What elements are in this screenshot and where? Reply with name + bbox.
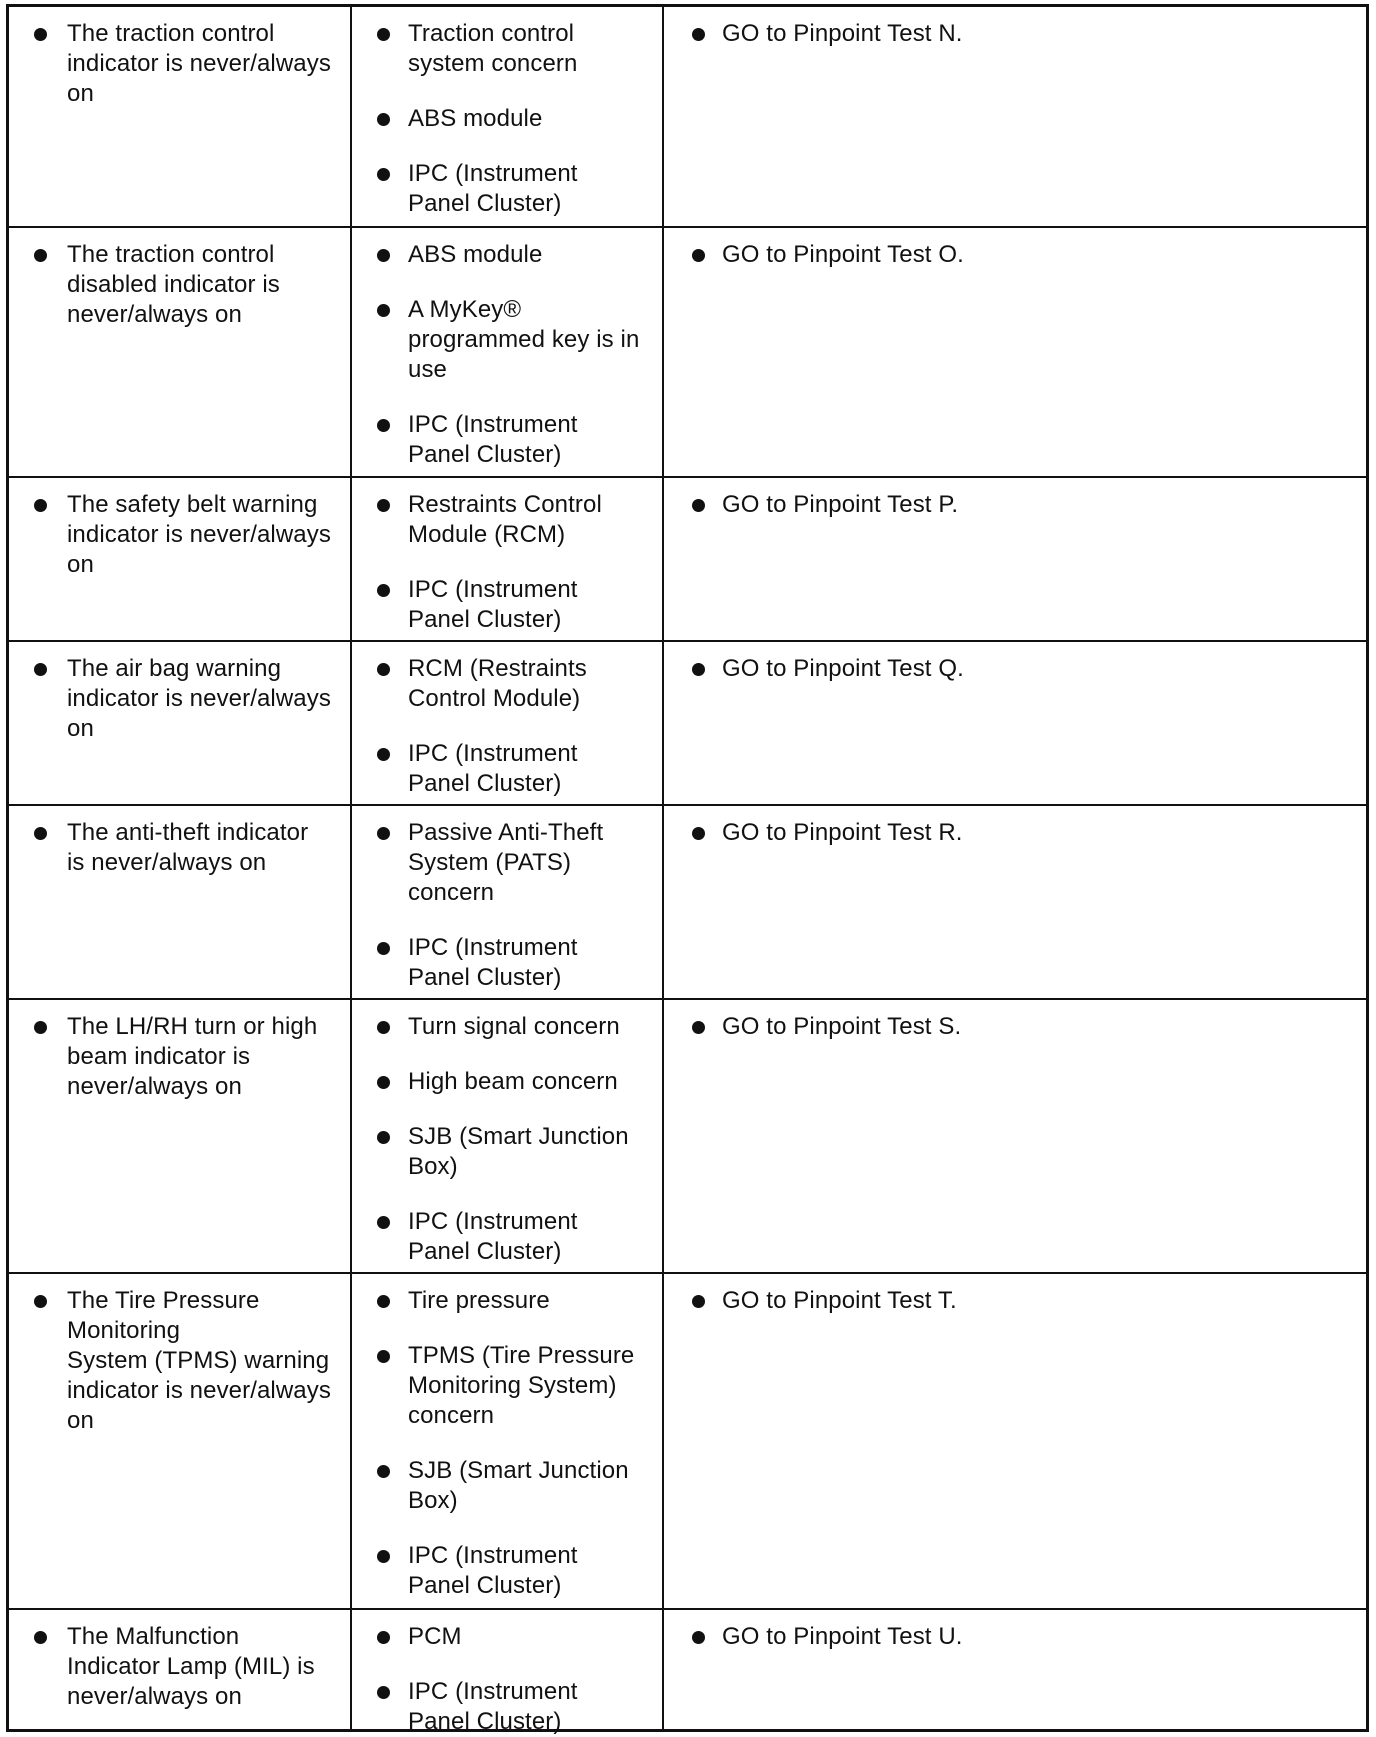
- possible-source-item: [352, 240, 662, 270]
- bullet-icon: [377, 1295, 390, 1308]
- table-row: [9, 804, 1366, 998]
- bullet-icon: [377, 1465, 390, 1478]
- symptom-item: [9, 240, 350, 330]
- bullet-icon: [34, 827, 47, 840]
- symptom-item: [9, 1622, 350, 1712]
- symptom-item: [9, 1286, 350, 1436]
- action-cell: [662, 1274, 1366, 1608]
- possible-source-item-text: IPC (Instrument Panel Cluster): [408, 740, 578, 797]
- action-cell: [662, 228, 1366, 476]
- possible-source-item-text: ABS module: [408, 241, 543, 268]
- possible-source-item: [352, 575, 662, 635]
- symptom-cell: [9, 1610, 350, 1729]
- possible-source-item: [352, 1341, 662, 1431]
- action-item: [664, 1286, 1366, 1316]
- bullet-icon: [377, 1076, 390, 1089]
- possible-source-item-text: A MyKey® programmed key is in use: [408, 296, 640, 383]
- possible-source-item-text: Turn signal concern: [408, 1013, 620, 1040]
- possible-source-item: [352, 1677, 662, 1737]
- bullet-icon: [377, 249, 390, 262]
- action-item-text: GO to Pinpoint Test S.: [722, 1013, 962, 1040]
- possible-source-item: [352, 1622, 662, 1652]
- table-row: [9, 998, 1366, 1272]
- bullet-icon: [692, 499, 705, 512]
- symptom-item: [9, 654, 350, 744]
- possible-source-item: [352, 410, 662, 470]
- action-item-text: GO to Pinpoint Test P.: [722, 491, 959, 518]
- possible-source-item: [352, 104, 662, 134]
- possible-source-item-text: Traction control system concern: [408, 20, 578, 77]
- symptom-item: [9, 19, 350, 109]
- table-row: [9, 476, 1366, 640]
- possible-source-item-text: High beam concern: [408, 1068, 618, 1095]
- possible-source-item: [352, 1456, 662, 1516]
- symptom-cell: [9, 806, 350, 998]
- possible-source-item-text: PCM: [408, 1623, 462, 1650]
- bullet-icon: [377, 1686, 390, 1699]
- bullet-icon: [692, 827, 705, 840]
- possible-source-item-text: IPC (Instrument Panel Cluster): [408, 160, 578, 217]
- symptom-item: [9, 490, 350, 580]
- possible-source-cell: [350, 478, 662, 640]
- table-row: [9, 1272, 1366, 1608]
- action-item-text: GO to Pinpoint Test Q.: [722, 655, 964, 682]
- symptom-item-text: The LH/RH turn or high beam indicator is never/always on: [67, 1013, 318, 1100]
- bullet-icon: [377, 304, 390, 317]
- possible-source-item-text: Restraints Control Module (RCM): [408, 491, 602, 548]
- possible-source-item-text: IPC (Instrument Panel Cluster): [408, 576, 578, 633]
- possible-source-item-text: TPMS (Tire Pressure Monitoring System) concern: [408, 1342, 635, 1429]
- symptom-item-text: The Malfunction Indicator Lamp (MIL) is never/always on: [67, 1623, 315, 1710]
- possible-source-cell: [350, 806, 662, 998]
- possible-source-item-text: IPC (Instrument Panel Cluster): [408, 1208, 578, 1265]
- bullet-icon: [377, 1021, 390, 1034]
- bullet-icon: [377, 827, 390, 840]
- possible-source-item: [352, 933, 662, 993]
- possible-source-item: [352, 1067, 662, 1097]
- action-item: [664, 1622, 1366, 1652]
- possible-source-item-text: SJB (Smart Junction Box): [408, 1123, 629, 1180]
- action-item-text: GO to Pinpoint Test U.: [722, 1623, 963, 1650]
- action-cell: [662, 7, 1366, 226]
- action-item: [664, 240, 1366, 270]
- possible-source-item: [352, 1541, 662, 1601]
- action-item-text: GO to Pinpoint Test N.: [722, 20, 963, 47]
- possible-source-item-text: IPC (Instrument Panel Cluster): [408, 934, 578, 991]
- bullet-icon: [377, 28, 390, 41]
- bullet-icon: [692, 28, 705, 41]
- possible-source-item-text: Passive Anti-Theft System (PATS) concern: [408, 819, 604, 906]
- bullet-icon: [377, 499, 390, 512]
- symptom-item-text: The Tire Pressure Monitoring System (TPMS) warning indicator is never/always on: [67, 1287, 331, 1434]
- possible-source-item: [352, 159, 662, 219]
- table-row: [9, 1608, 1366, 1735]
- possible-source-item-text: IPC (Instrument Panel Cluster): [408, 1542, 578, 1599]
- bullet-icon: [377, 113, 390, 126]
- bullet-icon: [692, 249, 705, 262]
- possible-source-item-text: IPC (Instrument Panel Cluster): [408, 411, 578, 468]
- action-item: [664, 654, 1366, 684]
- possible-source-cell: [350, 7, 662, 226]
- action-item-text: GO to Pinpoint Test T.: [722, 1287, 957, 1314]
- symptom-item-text: The traction control disabled indicator is never/always on: [67, 241, 280, 328]
- possible-source-item: [352, 295, 662, 385]
- action-item: [664, 490, 1366, 520]
- symptom-item-text: The anti-theft indicator is never/always on: [67, 819, 309, 876]
- bullet-icon: [377, 584, 390, 597]
- possible-source-item: [352, 1012, 662, 1042]
- bullet-icon: [34, 499, 47, 512]
- bullet-icon: [377, 168, 390, 181]
- symptom-item: [9, 1012, 350, 1102]
- possible-source-item-text: ABS module: [408, 105, 543, 132]
- possible-source-item: [352, 1207, 662, 1267]
- bullet-icon: [34, 1295, 47, 1308]
- bullet-icon: [377, 1631, 390, 1644]
- symptom-cell: [9, 7, 350, 226]
- action-cell: [662, 1000, 1366, 1272]
- symptom-item-text: The air bag warning indicator is never/always on: [67, 655, 331, 742]
- action-cell: [662, 806, 1366, 998]
- symptom-cell: [9, 642, 350, 804]
- possible-source-item-text: IPC (Instrument Panel Cluster): [408, 1678, 578, 1735]
- bullet-icon: [692, 1021, 705, 1034]
- possible-source-item: [352, 654, 662, 714]
- bullet-icon: [377, 1216, 390, 1229]
- bullet-icon: [34, 1021, 47, 1034]
- bullet-icon: [34, 1631, 47, 1644]
- possible-source-item: [352, 818, 662, 908]
- symptom-cell: [9, 1274, 350, 1608]
- bullet-icon: [34, 249, 47, 262]
- symptom-item: [9, 818, 350, 878]
- bullet-icon: [692, 1631, 705, 1644]
- possible-source-cell: [350, 228, 662, 476]
- bullet-icon: [377, 748, 390, 761]
- action-item: [664, 818, 1366, 848]
- bullet-icon: [377, 1350, 390, 1363]
- bullet-icon: [377, 1131, 390, 1144]
- symptom-item-text: The safety belt warning indicator is never/always on: [67, 491, 331, 578]
- bullet-icon: [34, 663, 47, 676]
- possible-source-item: [352, 19, 662, 79]
- possible-source-cell: [350, 642, 662, 804]
- possible-source-item: [352, 1122, 662, 1182]
- symptom-item-text: The traction control indicator is never/always on: [67, 20, 331, 107]
- bullet-icon: [377, 663, 390, 676]
- action-item-text: GO to Pinpoint Test O.: [722, 241, 964, 268]
- possible-source-item: [352, 490, 662, 550]
- possible-source-item-text: Tire pressure: [408, 1287, 550, 1314]
- action-item: [664, 19, 1366, 49]
- possible-source-item: [352, 739, 662, 799]
- table-row: [9, 226, 1366, 476]
- table-row: [9, 640, 1366, 804]
- action-cell: [662, 1610, 1366, 1729]
- possible-source-item-text: RCM (Restraints Control Module): [408, 655, 587, 712]
- symptom-cell: [9, 228, 350, 476]
- table-row: [9, 7, 1366, 226]
- possible-source-item-text: SJB (Smart Junction Box): [408, 1457, 629, 1514]
- action-item-text: GO to Pinpoint Test R.: [722, 819, 963, 846]
- possible-source-cell: [350, 1610, 662, 1735]
- symptom-cell: [9, 1000, 350, 1272]
- action-cell: [662, 642, 1366, 804]
- possible-source-cell: [350, 1000, 662, 1272]
- action-item: [664, 1012, 1366, 1042]
- possible-source-cell: [350, 1274, 662, 1608]
- bullet-icon: [377, 1550, 390, 1563]
- action-cell: [662, 478, 1366, 640]
- possible-source-item: [352, 1286, 662, 1316]
- symptom-cell: [9, 478, 350, 640]
- bullet-icon: [34, 28, 47, 41]
- bullet-icon: [692, 663, 705, 676]
- bullet-icon: [377, 419, 390, 432]
- bullet-icon: [377, 942, 390, 955]
- bullet-icon: [692, 1295, 705, 1308]
- diagnostic-table: [6, 4, 1369, 1735]
